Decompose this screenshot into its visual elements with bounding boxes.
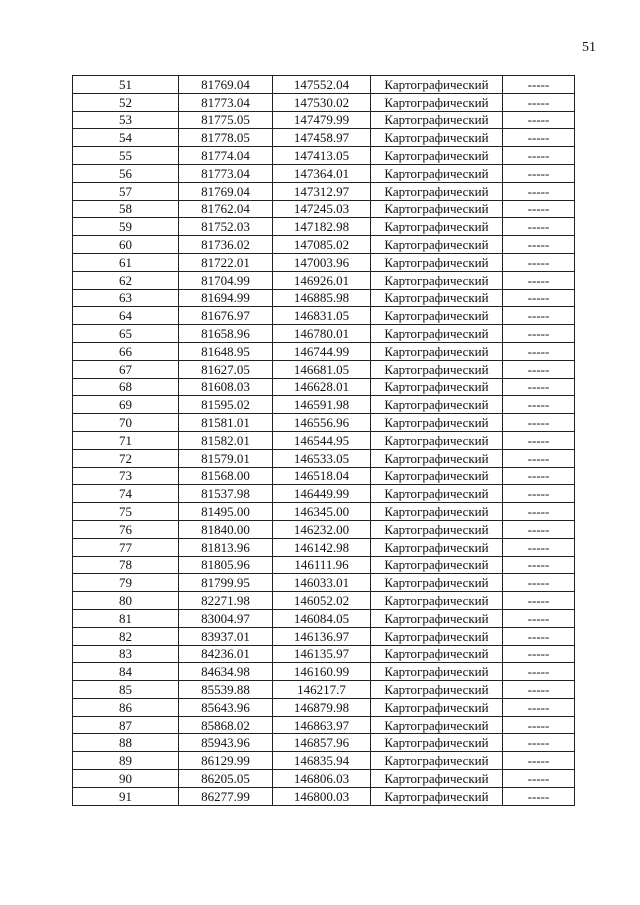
y-coordinate-cell: 146217.7 xyxy=(273,681,371,699)
table-row xyxy=(73,218,575,236)
method-cell: Картографический xyxy=(371,76,503,94)
method-cell: Картографический xyxy=(371,574,503,592)
x-coordinate-cell: 86277.99 xyxy=(179,787,273,805)
point-number-cell: 89 xyxy=(73,752,179,770)
method-cell: Картографический xyxy=(371,663,503,681)
table-row xyxy=(73,787,575,805)
method-cell: Картографический xyxy=(371,752,503,770)
y-coordinate-cell: 147364.01 xyxy=(273,164,371,182)
point-number-cell: 59 xyxy=(73,218,179,236)
y-coordinate-cell: 146628.01 xyxy=(273,378,371,396)
point-number-cell: 74 xyxy=(73,485,179,503)
x-coordinate-cell: 81658.96 xyxy=(179,325,273,343)
accuracy-cell: ----- xyxy=(503,681,575,699)
y-coordinate-cell: 146591.98 xyxy=(273,396,371,414)
y-coordinate-cell: 146449.99 xyxy=(273,485,371,503)
accuracy-cell: ----- xyxy=(503,663,575,681)
method-cell: Картографический xyxy=(371,378,503,396)
x-coordinate-cell: 86205.05 xyxy=(179,770,273,788)
accuracy-cell: ----- xyxy=(503,574,575,592)
accuracy-cell: ----- xyxy=(503,253,575,271)
y-coordinate-cell: 146926.01 xyxy=(273,271,371,289)
point-number-cell: 58 xyxy=(73,200,179,218)
y-coordinate-cell: 146111.96 xyxy=(273,556,371,574)
accuracy-cell: ----- xyxy=(503,538,575,556)
table-row xyxy=(73,76,575,94)
accuracy-cell: ----- xyxy=(503,520,575,538)
x-coordinate-cell: 85539.88 xyxy=(179,681,273,699)
point-number-cell: 86 xyxy=(73,698,179,716)
x-coordinate-cell: 81579.01 xyxy=(179,449,273,467)
page-number: 51 xyxy=(582,40,596,55)
x-coordinate-cell: 81769.04 xyxy=(179,182,273,200)
method-cell: Картографический xyxy=(371,503,503,521)
point-number-cell: 82 xyxy=(73,627,179,645)
y-coordinate-cell: 146800.03 xyxy=(273,787,371,805)
x-coordinate-cell: 81495.00 xyxy=(179,503,273,521)
y-coordinate-cell: 147245.03 xyxy=(273,200,371,218)
point-number-cell: 62 xyxy=(73,271,179,289)
method-cell: Картографический xyxy=(371,129,503,147)
x-coordinate-cell: 81627.05 xyxy=(179,360,273,378)
table-row xyxy=(73,752,575,770)
method-cell: Картографический xyxy=(371,431,503,449)
accuracy-cell: ----- xyxy=(503,93,575,111)
point-number-cell: 51 xyxy=(73,76,179,94)
table-row xyxy=(73,556,575,574)
table-row xyxy=(73,129,575,147)
table-row xyxy=(73,698,575,716)
method-cell: Картографический xyxy=(371,396,503,414)
table-row xyxy=(73,520,575,538)
method-cell: Картографический xyxy=(371,592,503,610)
y-coordinate-cell: 147479.99 xyxy=(273,111,371,129)
method-cell: Картографический xyxy=(371,538,503,556)
y-coordinate-cell: 146084.05 xyxy=(273,609,371,627)
x-coordinate-cell: 81752.03 xyxy=(179,218,273,236)
point-number-cell: 73 xyxy=(73,467,179,485)
accuracy-cell: ----- xyxy=(503,396,575,414)
accuracy-cell: ----- xyxy=(503,360,575,378)
point-number-cell: 81 xyxy=(73,609,179,627)
y-coordinate-cell: 146885.98 xyxy=(273,289,371,307)
point-number-cell: 75 xyxy=(73,503,179,521)
point-number-cell: 80 xyxy=(73,592,179,610)
accuracy-cell: ----- xyxy=(503,289,575,307)
accuracy-cell: ----- xyxy=(503,147,575,165)
table-row xyxy=(73,307,575,325)
method-cell: Картографический xyxy=(371,200,503,218)
method-cell: Картографический xyxy=(371,307,503,325)
point-number-cell: 87 xyxy=(73,716,179,734)
y-coordinate-cell: 147312.97 xyxy=(273,182,371,200)
point-number-cell: 53 xyxy=(73,111,179,129)
accuracy-cell: ----- xyxy=(503,164,575,182)
table-row xyxy=(73,93,575,111)
accuracy-cell: ----- xyxy=(503,414,575,432)
accuracy-cell: ----- xyxy=(503,342,575,360)
accuracy-cell: ----- xyxy=(503,431,575,449)
accuracy-cell: ----- xyxy=(503,503,575,521)
point-number-cell: 79 xyxy=(73,574,179,592)
coordinates-table-body xyxy=(73,76,575,806)
table-row xyxy=(73,609,575,627)
y-coordinate-cell: 146033.01 xyxy=(273,574,371,592)
accuracy-cell: ----- xyxy=(503,129,575,147)
point-number-cell: 64 xyxy=(73,307,179,325)
point-number-cell: 83 xyxy=(73,645,179,663)
y-coordinate-cell: 146831.05 xyxy=(273,307,371,325)
y-coordinate-cell: 146518.04 xyxy=(273,467,371,485)
method-cell: Картографический xyxy=(371,111,503,129)
table-row xyxy=(73,414,575,432)
table-row xyxy=(73,663,575,681)
x-coordinate-cell: 81773.04 xyxy=(179,164,273,182)
method-cell: Картографический xyxy=(371,236,503,254)
point-number-cell: 76 xyxy=(73,520,179,538)
x-coordinate-cell: 81704.99 xyxy=(179,271,273,289)
accuracy-cell: ----- xyxy=(503,467,575,485)
method-cell: Картографический xyxy=(371,342,503,360)
point-number-cell: 85 xyxy=(73,681,179,699)
table-row xyxy=(73,538,575,556)
table-row xyxy=(73,253,575,271)
accuracy-cell: ----- xyxy=(503,182,575,200)
accuracy-cell: ----- xyxy=(503,787,575,805)
method-cell: Картографический xyxy=(371,449,503,467)
x-coordinate-cell: 81537.98 xyxy=(179,485,273,503)
accuracy-cell: ----- xyxy=(503,271,575,289)
method-cell: Картографический xyxy=(371,182,503,200)
table-row xyxy=(73,681,575,699)
point-number-cell: 57 xyxy=(73,182,179,200)
x-coordinate-cell: 81676.97 xyxy=(179,307,273,325)
accuracy-cell: ----- xyxy=(503,734,575,752)
point-number-cell: 70 xyxy=(73,414,179,432)
table-row xyxy=(73,592,575,610)
method-cell: Картографический xyxy=(371,734,503,752)
table-row xyxy=(73,645,575,663)
table-row xyxy=(73,164,575,182)
method-cell: Картографический xyxy=(371,147,503,165)
method-cell: Картографический xyxy=(371,325,503,343)
table-row xyxy=(73,734,575,752)
y-coordinate-cell: 147003.96 xyxy=(273,253,371,271)
point-number-cell: 84 xyxy=(73,663,179,681)
y-coordinate-cell: 146681.05 xyxy=(273,360,371,378)
method-cell: Картографический xyxy=(371,218,503,236)
x-coordinate-cell: 81773.04 xyxy=(179,93,273,111)
x-coordinate-cell: 82271.98 xyxy=(179,592,273,610)
table-row xyxy=(73,716,575,734)
y-coordinate-cell: 146857.96 xyxy=(273,734,371,752)
point-number-cell: 61 xyxy=(73,253,179,271)
y-coordinate-cell: 146142.98 xyxy=(273,538,371,556)
table-row xyxy=(73,378,575,396)
accuracy-cell: ----- xyxy=(503,325,575,343)
method-cell: Картографический xyxy=(371,253,503,271)
x-coordinate-cell: 83004.97 xyxy=(179,609,273,627)
accuracy-cell: ----- xyxy=(503,378,575,396)
point-number-cell: 67 xyxy=(73,360,179,378)
accuracy-cell: ----- xyxy=(503,609,575,627)
table-row xyxy=(73,111,575,129)
y-coordinate-cell: 146806.03 xyxy=(273,770,371,788)
accuracy-cell: ----- xyxy=(503,307,575,325)
accuracy-cell: ----- xyxy=(503,218,575,236)
y-coordinate-cell: 146879.98 xyxy=(273,698,371,716)
x-coordinate-cell: 81799.95 xyxy=(179,574,273,592)
x-coordinate-cell: 85643.96 xyxy=(179,698,273,716)
x-coordinate-cell: 81813.96 xyxy=(179,538,273,556)
x-coordinate-cell: 85868.02 xyxy=(179,716,273,734)
point-number-cell: 72 xyxy=(73,449,179,467)
x-coordinate-cell: 81595.02 xyxy=(179,396,273,414)
method-cell: Картографический xyxy=(371,556,503,574)
accuracy-cell: ----- xyxy=(503,485,575,503)
table-row xyxy=(73,503,575,521)
method-cell: Картографический xyxy=(371,93,503,111)
x-coordinate-cell: 81608.03 xyxy=(179,378,273,396)
point-number-cell: 60 xyxy=(73,236,179,254)
x-coordinate-cell: 85943.96 xyxy=(179,734,273,752)
x-coordinate-cell: 81694.99 xyxy=(179,289,273,307)
point-number-cell: 55 xyxy=(73,147,179,165)
point-number-cell: 52 xyxy=(73,93,179,111)
x-coordinate-cell: 81769.04 xyxy=(179,76,273,94)
table-row xyxy=(73,325,575,343)
x-coordinate-cell: 81722.01 xyxy=(179,253,273,271)
accuracy-cell: ----- xyxy=(503,627,575,645)
y-coordinate-cell: 146863.97 xyxy=(273,716,371,734)
point-number-cell: 68 xyxy=(73,378,179,396)
x-coordinate-cell: 81762.04 xyxy=(179,200,273,218)
table-row xyxy=(73,396,575,414)
y-coordinate-cell: 147182.98 xyxy=(273,218,371,236)
method-cell: Картографический xyxy=(371,681,503,699)
accuracy-cell: ----- xyxy=(503,111,575,129)
x-coordinate-cell: 81778.05 xyxy=(179,129,273,147)
point-number-cell: 88 xyxy=(73,734,179,752)
table-row xyxy=(73,449,575,467)
accuracy-cell: ----- xyxy=(503,716,575,734)
y-coordinate-cell: 146835.94 xyxy=(273,752,371,770)
point-number-cell: 54 xyxy=(73,129,179,147)
y-coordinate-cell: 147552.04 xyxy=(273,76,371,94)
method-cell: Картографический xyxy=(371,627,503,645)
table-row xyxy=(73,236,575,254)
method-cell: Картографический xyxy=(371,414,503,432)
x-coordinate-cell: 81840.00 xyxy=(179,520,273,538)
y-coordinate-cell: 146780.01 xyxy=(273,325,371,343)
table-row xyxy=(73,271,575,289)
table-row xyxy=(73,182,575,200)
table-row xyxy=(73,627,575,645)
accuracy-cell: ----- xyxy=(503,645,575,663)
x-coordinate-cell: 81774.04 xyxy=(179,147,273,165)
coordinates-table xyxy=(72,75,575,806)
x-coordinate-cell: 81581.01 xyxy=(179,414,273,432)
x-coordinate-cell: 84634.98 xyxy=(179,663,273,681)
point-number-cell: 90 xyxy=(73,770,179,788)
x-coordinate-cell: 81568.00 xyxy=(179,467,273,485)
y-coordinate-cell: 146556.96 xyxy=(273,414,371,432)
method-cell: Картографический xyxy=(371,609,503,627)
method-cell: Картографический xyxy=(371,716,503,734)
point-number-cell: 56 xyxy=(73,164,179,182)
y-coordinate-cell: 146744.99 xyxy=(273,342,371,360)
accuracy-cell: ----- xyxy=(503,76,575,94)
y-coordinate-cell: 147530.02 xyxy=(273,93,371,111)
method-cell: Картографический xyxy=(371,787,503,805)
point-number-cell: 77 xyxy=(73,538,179,556)
accuracy-cell: ----- xyxy=(503,592,575,610)
accuracy-cell: ----- xyxy=(503,200,575,218)
method-cell: Картографический xyxy=(371,289,503,307)
table-row xyxy=(73,467,575,485)
x-coordinate-cell: 83937.01 xyxy=(179,627,273,645)
method-cell: Картографический xyxy=(371,360,503,378)
x-coordinate-cell: 81736.02 xyxy=(179,236,273,254)
method-cell: Картографический xyxy=(371,485,503,503)
x-coordinate-cell: 81775.05 xyxy=(179,111,273,129)
accuracy-cell: ----- xyxy=(503,556,575,574)
point-number-cell: 63 xyxy=(73,289,179,307)
x-coordinate-cell: 86129.99 xyxy=(179,752,273,770)
method-cell: Картографический xyxy=(371,698,503,716)
table-row xyxy=(73,485,575,503)
x-coordinate-cell: 84236.01 xyxy=(179,645,273,663)
table-row xyxy=(73,770,575,788)
accuracy-cell: ----- xyxy=(503,698,575,716)
y-coordinate-cell: 146136.97 xyxy=(273,627,371,645)
point-number-cell: 91 xyxy=(73,787,179,805)
table-row xyxy=(73,360,575,378)
y-coordinate-cell: 146135.97 xyxy=(273,645,371,663)
y-coordinate-cell: 147413.05 xyxy=(273,147,371,165)
accuracy-cell: ----- xyxy=(503,770,575,788)
method-cell: Картографический xyxy=(371,770,503,788)
y-coordinate-cell: 146232.00 xyxy=(273,520,371,538)
table-row xyxy=(73,574,575,592)
point-number-cell: 65 xyxy=(73,325,179,343)
point-number-cell: 78 xyxy=(73,556,179,574)
method-cell: Картографический xyxy=(371,467,503,485)
x-coordinate-cell: 81582.01 xyxy=(179,431,273,449)
point-number-cell: 66 xyxy=(73,342,179,360)
table-row xyxy=(73,342,575,360)
table-row xyxy=(73,289,575,307)
x-coordinate-cell: 81648.95 xyxy=(179,342,273,360)
table-row xyxy=(73,431,575,449)
method-cell: Картографический xyxy=(371,520,503,538)
y-coordinate-cell: 146533.05 xyxy=(273,449,371,467)
method-cell: Картографический xyxy=(371,271,503,289)
x-coordinate-cell: 81805.96 xyxy=(179,556,273,574)
method-cell: Картографический xyxy=(371,164,503,182)
method-cell: Картографический xyxy=(371,645,503,663)
accuracy-cell: ----- xyxy=(503,236,575,254)
accuracy-cell: ----- xyxy=(503,449,575,467)
point-number-cell: 69 xyxy=(73,396,179,414)
table-row xyxy=(73,200,575,218)
accuracy-cell: ----- xyxy=(503,752,575,770)
y-coordinate-cell: 147458.97 xyxy=(273,129,371,147)
table-row xyxy=(73,147,575,165)
y-coordinate-cell: 147085.02 xyxy=(273,236,371,254)
y-coordinate-cell: 146160.99 xyxy=(273,663,371,681)
y-coordinate-cell: 146544.95 xyxy=(273,431,371,449)
y-coordinate-cell: 146052.02 xyxy=(273,592,371,610)
point-number-cell: 71 xyxy=(73,431,179,449)
y-coordinate-cell: 146345.00 xyxy=(273,503,371,521)
